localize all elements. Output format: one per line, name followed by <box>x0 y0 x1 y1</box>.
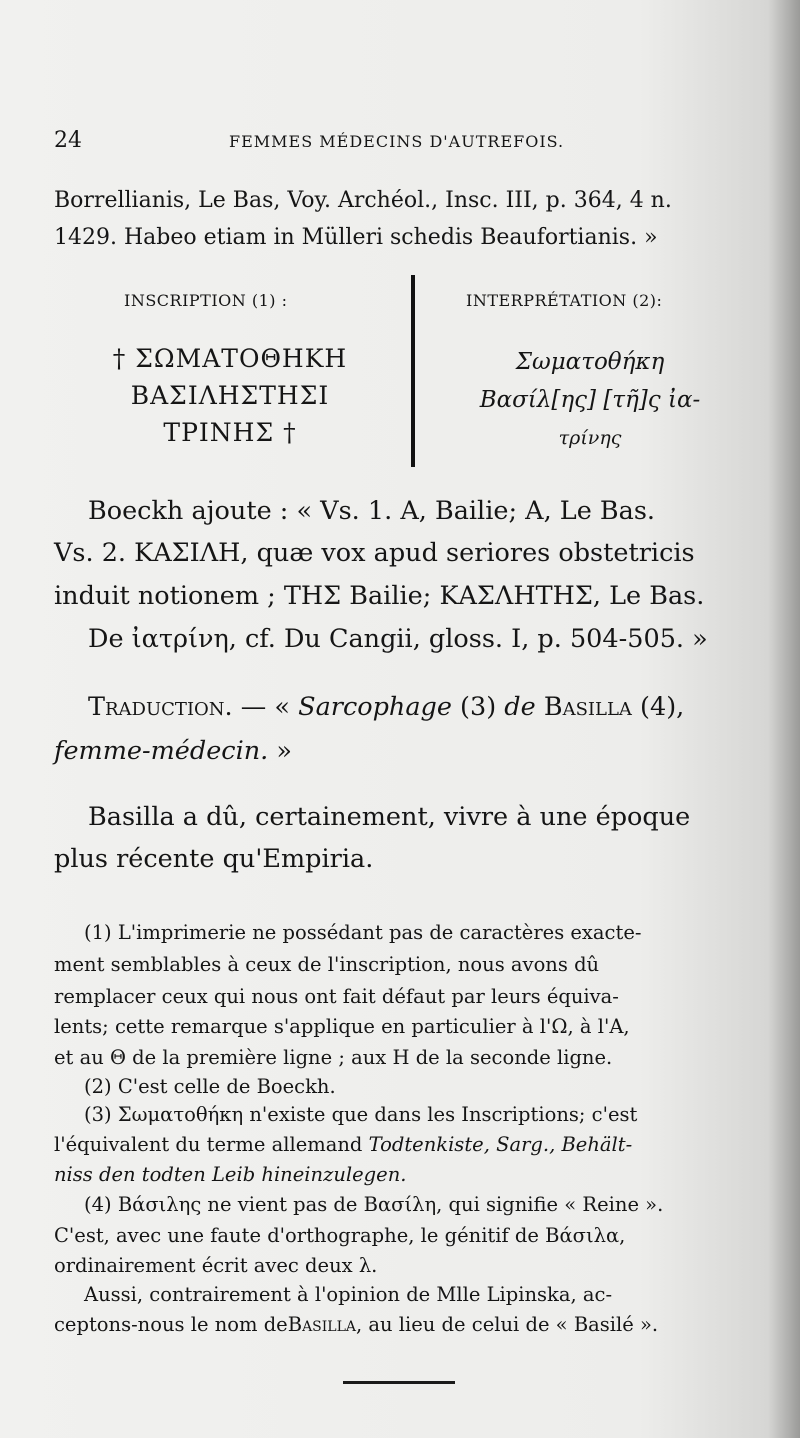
traduction-dash: — « <box>232 692 299 722</box>
traduction-line-2 <box>54 736 292 766</box>
inscription-text <box>80 340 380 451</box>
interpretation-line-2: Βασίλ[ης] [τῆ]ς ἰα- <box>479 387 701 413</box>
running-title: FEMMES MÉDECINS D'AUTREFOIS. <box>229 132 565 151</box>
footnote-4-line-5a: ceptons-nous le nom de <box>54 1313 288 1336</box>
footnote-4-line-2: C'est, avec une faute d'orthographe, le génitif de Βάσιλα, <box>54 1224 626 1247</box>
footnote-3-line-3: niss den todten Leib hineinzulegen. <box>54 1163 407 1186</box>
footnote-3-line-2 <box>54 1133 632 1156</box>
footnote-3-line-2-text: l'équivalent du terme allemand <box>54 1133 363 1156</box>
footnote-4-line-3: ordinairement écrit avec deux λ. <box>54 1254 378 1277</box>
column-divider <box>411 275 415 467</box>
footnote-2: (2) C'est celle de Boeckh. <box>84 1075 336 1098</box>
inscription-line-2: ΒΑΣΙΛΗΣΤΗΣΙ <box>130 381 330 410</box>
inscription-line-3: ΤΡΙΝΗΣ † <box>163 418 297 447</box>
interpretation-text <box>440 343 740 457</box>
inscription-heading: INSCRIPTION (1) : <box>124 291 288 310</box>
paragraph-line-1: Basilla a dû, certainement, vivre à une époque <box>88 802 691 832</box>
interpretation-heading: INTERPRÉTATION (2): <box>466 291 663 310</box>
traduction-label: Traduction. <box>88 692 233 722</box>
traduction-close: » <box>268 736 292 766</box>
traduction-line-1 <box>88 692 684 722</box>
intro-line-1: Borrellianis, Le Bas, Voy. Archéol., Insc. III, p. 364, 4 n. <box>54 188 672 213</box>
footnote-1-line-3: remplacer ceux qui nous ont fait défaut par leurs équiva- <box>54 985 619 1008</box>
footnote-1-line-4: lents; cette remarque s'applique en particulier à l'Ω, à l'A, <box>54 1015 630 1038</box>
intro-line-2: 1429. Habeo etiam in Mülleri schedis Beaufortianis. » <box>54 225 658 250</box>
boeckh-line-2: Vs. 2. ΚΑΣΙΛΗ, quæ vox apud seriores obstetricis <box>54 538 695 568</box>
footnote-3-line-1: (3) Σωματοθήκη n'existe que dans les Inscriptions; c'est <box>84 1103 638 1126</box>
page-number: 24 <box>54 128 82 153</box>
footnote-4-line-1: (4) Βάσιλης ne vient pas de Βασίλη, qui signifie « Reine ». <box>84 1193 664 1216</box>
running-header <box>54 128 754 158</box>
footnote-4-line-4: Aussi, contrairement à l'opinion de Mlle Lipinska, ac- <box>84 1283 613 1306</box>
footnote-1-line-1: (1) L'imprimerie ne possédant pas de caractères exacte- <box>84 921 642 944</box>
footnote-4-line-5b: , au lieu de celui de « Basilé ». <box>356 1313 659 1336</box>
end-rule <box>343 1381 455 1384</box>
note-ref-4: (4), <box>631 692 685 722</box>
traduction-de: de <box>504 692 536 722</box>
note-ref-3: (3) <box>451 692 505 722</box>
boeckh-line-3: induit notionem ; ΤΗΣ Bailie; ΚΑΣΛΗΤΗΣ, Le Bas. <box>54 581 705 611</box>
boeckh-line-4: De ἰατρίνη, cf. Du Cangii, gloss. I, p. 504-505. » <box>88 624 708 654</box>
footnote-1-line-2: ment semblables à ceux de l'inscription, nous avons dû <box>54 953 600 976</box>
traduction-sarcophage: Sarcophage <box>298 692 452 722</box>
footnote-4-line-5 <box>54 1313 658 1336</box>
interpretation-line-3: τρίνης <box>558 427 622 449</box>
traduction-femme: femme-médecin. <box>54 736 269 766</box>
footnote-1-line-5: et au Θ de la première ligne ; aux H de la seconde ligne. <box>54 1046 613 1069</box>
interpretation-line-1: Σωματοθήκη <box>515 349 665 375</box>
boeckh-line-1: Boeckh ajoute : « Vs. 1. A, Bailie; A, Le Bas. <box>88 496 656 526</box>
traduction-basilla: Basilla <box>535 692 632 722</box>
inscription-line-1: † ΣΩΜΑΤΟΘΗΚΗ <box>112 344 348 373</box>
footnote-3-german-1: Todtenkiste, Sarg., Behält- <box>368 1133 633 1156</box>
paragraph-line-2: plus récente qu'Empiria. <box>54 844 374 874</box>
footnote-4-basilla: Basilla <box>287 1313 356 1336</box>
